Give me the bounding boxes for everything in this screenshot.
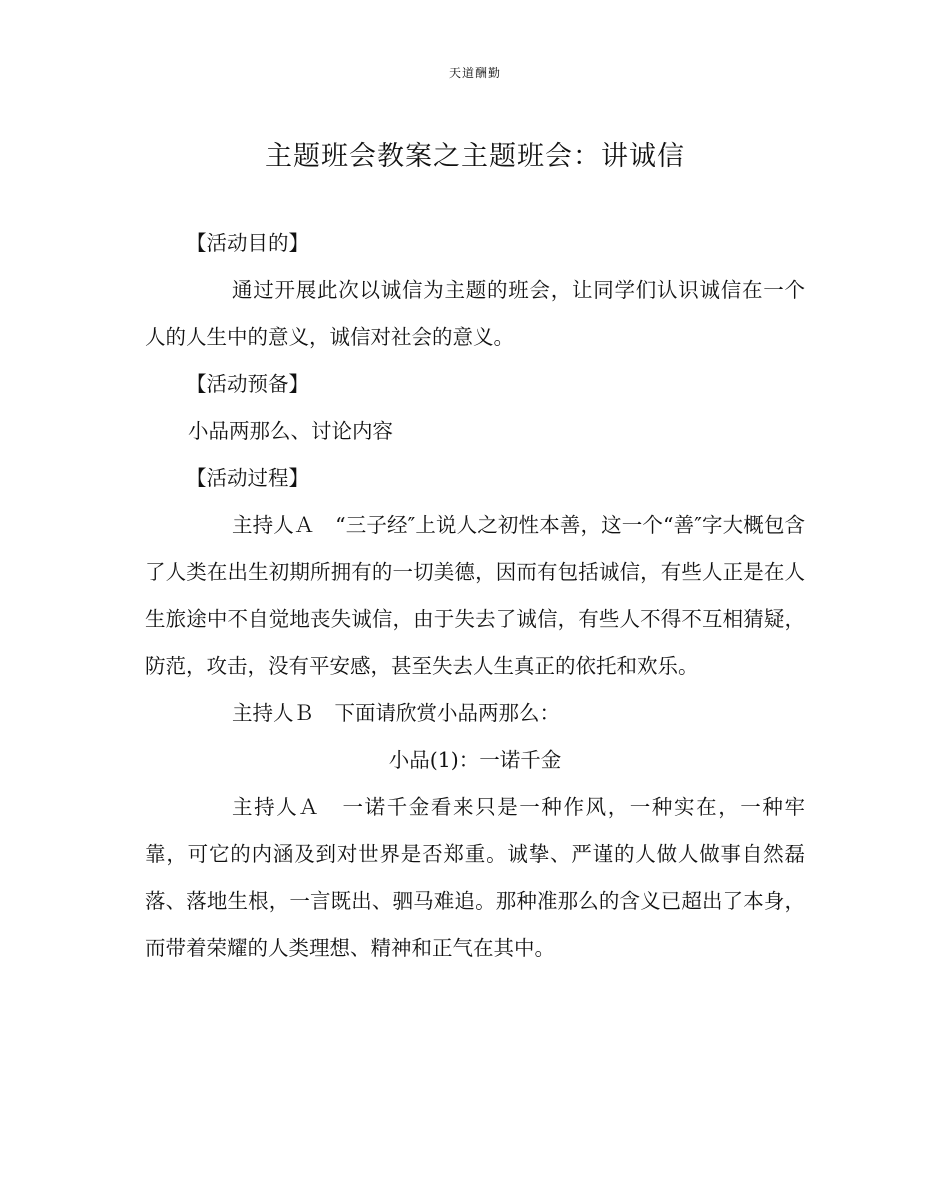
host-b-paragraph: 主持人Ｂ 下面请欣赏小品两那么： <box>232 701 560 725</box>
preparation-paragraph: 小品两那么、讨论内容 <box>188 419 393 443</box>
document-title: 主题班会教案之主题班会：讲诚信 <box>265 141 685 172</box>
preparation-heading: 【活动预备】 <box>186 372 309 396</box>
document-body <box>145 220 805 972</box>
purpose-paragraph: 通过开展此次以诚信为主题的班会，让同学们认识诚信在一个人的人生中的意义，诚信对社会的意义。 <box>145 278 805 349</box>
skit-1-title: 小品(1)：一诺千金 <box>388 748 562 772</box>
host-a-paragraph-1: 主持人Ａ “三子经″上说人之初性本善，这一个“善″字大概包含了人类在出生初期所拥有的一切美德，因而有包括诚信，有些人正是在人生旅途中不自觉地丧失诚信，由于失去了诚信，有些人不得不互相猜疑，防范，攻击，没有平安感，甚至失去人生真正的依托和欢乐。 <box>145 513 805 678</box>
process-heading: 【活动过程】 <box>186 466 309 490</box>
host-a-paragraph-2: 主持人Ａ 一诺千金看来只是一种作风，一种实在，一种牢靠，可它的内涵及到对世界是否郑重。诚挚、严谨的人做人做事自然磊落、落地生根，一言既出、驷马难追。那种准那么的含义已超出了本身，而带着荣耀的人类理想、精神和正气在其中。 <box>145 795 805 960</box>
page-header: 天道酬勤 <box>448 66 501 80</box>
purpose-heading: 【活动目的】 <box>186 231 309 255</box>
